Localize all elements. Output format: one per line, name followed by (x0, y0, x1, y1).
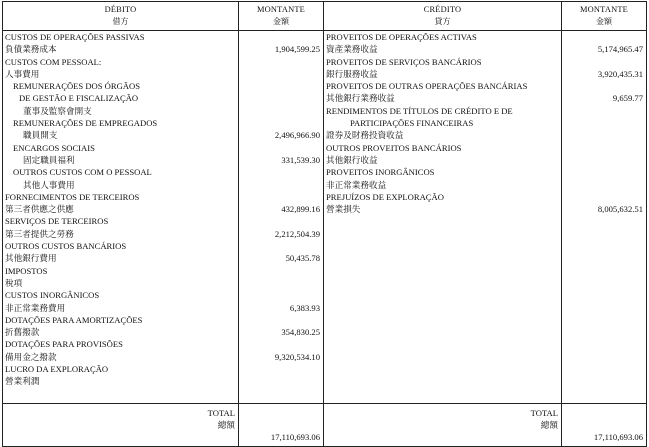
debit-total-value: 17,110,693.06 (239, 404, 324, 447)
debit-item-label: SERVIÇOS DE TERCEIROS (5, 216, 109, 227)
debit-item-label: 非正常業務費用 (5, 302, 66, 313)
debit-item-amount (239, 105, 323, 117)
debit-item-amount (239, 314, 323, 326)
credit-item-label: PROVEITOS DE SERVIÇOS BANCÁRIOS (326, 56, 482, 67)
amount-header-zh: 金額 (596, 16, 612, 26)
debit-item-label: 營業利潤 (5, 376, 40, 387)
credit-item-label: 資產業務收益 (326, 44, 378, 55)
debit-item-amount (239, 68, 323, 80)
debit-item-label: 負債業務成本 (5, 44, 57, 55)
debit-item-label: DOTAÇÕES PARA AMORTIZAÇÕES (5, 314, 143, 325)
debit-labels-column (3, 31, 239, 404)
credit-item-label: PREJUÍZOS DE EXPLORAÇÃO (326, 191, 444, 202)
credit-item-label: PROVEITOS DE OUTRAS OPERAÇÕES BANCÁRIAS (326, 81, 528, 92)
credit-item-amount: 5,174,965.47 (597, 44, 643, 55)
amount-header-en: MONTANTE (257, 5, 305, 15)
credit-item-label: RENDIMENTOS DE TÍTULOS DE CRÉDITO E DE (326, 105, 513, 116)
credit-labels-column (324, 31, 562, 404)
debit-item-label: LUCRO DA EXPLORAÇÃO (5, 364, 109, 375)
ledger-table (2, 1, 647, 447)
credit-item-label: PARTICIPAÇÕES FINANCEIRAS (350, 118, 474, 129)
debit-item-amount (239, 375, 323, 387)
debit-item-amount: 9,320,534.10 (274, 351, 320, 362)
credit-item-amount (562, 105, 646, 117)
debit-item-amount: 6,383.93 (289, 302, 320, 313)
debit-item-label: 固定職員福利 (23, 154, 75, 165)
debit-item-label: 稅項 (5, 277, 23, 288)
credit-total-label-zh: 總額 (540, 419, 558, 430)
debit-item-amount (239, 265, 323, 277)
debit-item-amount: 2,496,966.90 (274, 130, 320, 141)
credit-item-amount (562, 80, 646, 92)
credit-header (324, 2, 562, 31)
credit-item-amount: 3,920,435.31 (597, 68, 643, 79)
debit-item-amount (239, 31, 323, 43)
debit-item-label: IMPOSTOS (5, 265, 48, 276)
credit-item-label: 證券及財務投資收益 (326, 130, 404, 141)
header-row (3, 2, 647, 31)
credit-item-label: 其他銀行收益 (326, 154, 378, 165)
debit-item-amount (239, 289, 323, 301)
debit-item-amount (239, 80, 323, 92)
credit-item-amount (562, 179, 646, 191)
debit-item-amount (239, 179, 323, 191)
debit-item-amount (239, 191, 323, 203)
credit-item-amount (562, 56, 646, 68)
debit-item-amount (239, 166, 323, 178)
debit-item-amount (239, 363, 323, 375)
debit-item-amount: 2,212,504.39 (274, 228, 320, 239)
debit-item-label: 職員開支 (23, 130, 58, 141)
credit-amounts-column (562, 31, 647, 404)
credit-total-label (324, 404, 562, 447)
debit-item-amount: 50,435.78 (285, 253, 320, 264)
debit-item-label: 折舊撥款 (5, 327, 40, 338)
debit-item-label: 其他銀行費用 (5, 253, 57, 264)
body-row (3, 31, 647, 404)
debit-total-label-zh: 總額 (217, 419, 235, 430)
debit-item-label: REMUNERAÇÕES DE EMPREGADOS (13, 118, 158, 129)
credit-total-label-en: TOTAL (530, 408, 558, 418)
debit-item-label: 備用金之撥款 (5, 351, 57, 362)
totals-row (3, 404, 647, 447)
debit-item-amount: 432,899.16 (281, 204, 320, 215)
debit-item-label: OUTROS CUSTOS BANCÁRIOS (5, 241, 127, 252)
debit-item-amount (239, 142, 323, 154)
credit-total-value: 17,110,693.06 (562, 404, 647, 447)
debit-item-label: REMUNERAÇÕES DOS ÓRGÃOS (13, 81, 141, 92)
credit-item-label: 其他銀行業務收益 (326, 93, 395, 104)
debit-item-label: CUSTOS COM PESSOAL: (5, 56, 102, 67)
credit-item-amount (562, 166, 646, 178)
credit-header-zh: 貸方 (434, 16, 451, 26)
debit-item-amount (239, 215, 323, 227)
debit-amounts-column (239, 31, 324, 404)
debit-total-label-en: TOTAL (207, 408, 235, 418)
debit-item-amount: 1,904,599.25 (274, 44, 320, 55)
debit-header-en: DÉBITO (104, 5, 137, 15)
debit-amount-header (239, 2, 324, 31)
debit-item-amount (239, 338, 323, 350)
debit-item-amount (239, 56, 323, 68)
debit-item-label: 其他人事費用 (23, 179, 75, 190)
debit-item-label: 第三者提供之勞務 (5, 228, 74, 239)
credit-item-amount (562, 154, 646, 166)
debit-item-label: OUTROS CUSTOS COM O PESSOAL (13, 167, 152, 178)
debit-item-amount: 331,539.30 (281, 154, 320, 165)
debit-item-amount (239, 117, 323, 129)
debit-item-label: 董事及監察會開支 (23, 105, 92, 116)
credit-amount-header (562, 2, 647, 31)
debit-total-label (3, 404, 239, 447)
debit-item-label: ENCARGOS SOCIAIS (13, 142, 95, 153)
debit-item-label: CUSTOS INORGÂNICOS (5, 290, 100, 301)
credit-item-label: PROVEITOS DE OPERAÇÕES ACTIVAS (326, 32, 477, 42)
credit-item-amount: 9,659.77 (612, 93, 643, 104)
credit-item-amount (562, 129, 646, 141)
credit-item-amount: 8,005,632.51 (597, 204, 643, 215)
amount-header-en: MONTANTE (580, 5, 628, 15)
debit-item-label: 第三者供應之供應 (5, 204, 74, 215)
income-statement (2, 1, 646, 444)
credit-item-amount (562, 117, 646, 129)
credit-item-amount (562, 191, 646, 203)
credit-item-label: 營業損失 (326, 204, 361, 215)
debit-item-label: DOTAÇÕES PARA PROVISÕES (5, 339, 123, 350)
credit-header-en: CRÉDITO (423, 5, 462, 15)
debit-item-label: 人事費用 (5, 68, 40, 79)
debit-item-amount (239, 277, 323, 289)
credit-item-amount (562, 31, 646, 43)
debit-item-amount: 354,830.25 (281, 327, 320, 338)
credit-item-amount (562, 142, 646, 154)
credit-item-label: 銀行服務收益 (326, 68, 378, 79)
debit-header-zh: 借方 (112, 16, 129, 26)
debit-item-label: DE GESTÃO E FISCALIZAÇÃO (19, 93, 139, 104)
debit-item-label: FORNECIMENTOS DE TERCEIROS (5, 191, 140, 202)
amount-header-zh: 金額 (273, 16, 289, 26)
debit-header (3, 2, 239, 31)
debit-item-amount (239, 92, 323, 104)
credit-item-label: 非正常業務收益 (326, 179, 387, 190)
credit-item-label: PROVEITOS INORGÂNICOS (326, 167, 435, 178)
debit-item-label: CUSTOS DE OPERAÇÕES PASSIVAS (5, 32, 145, 42)
credit-item-label: OUTROS PROVEITOS BANCÁRIOS (326, 142, 462, 153)
debit-item-amount (239, 240, 323, 252)
